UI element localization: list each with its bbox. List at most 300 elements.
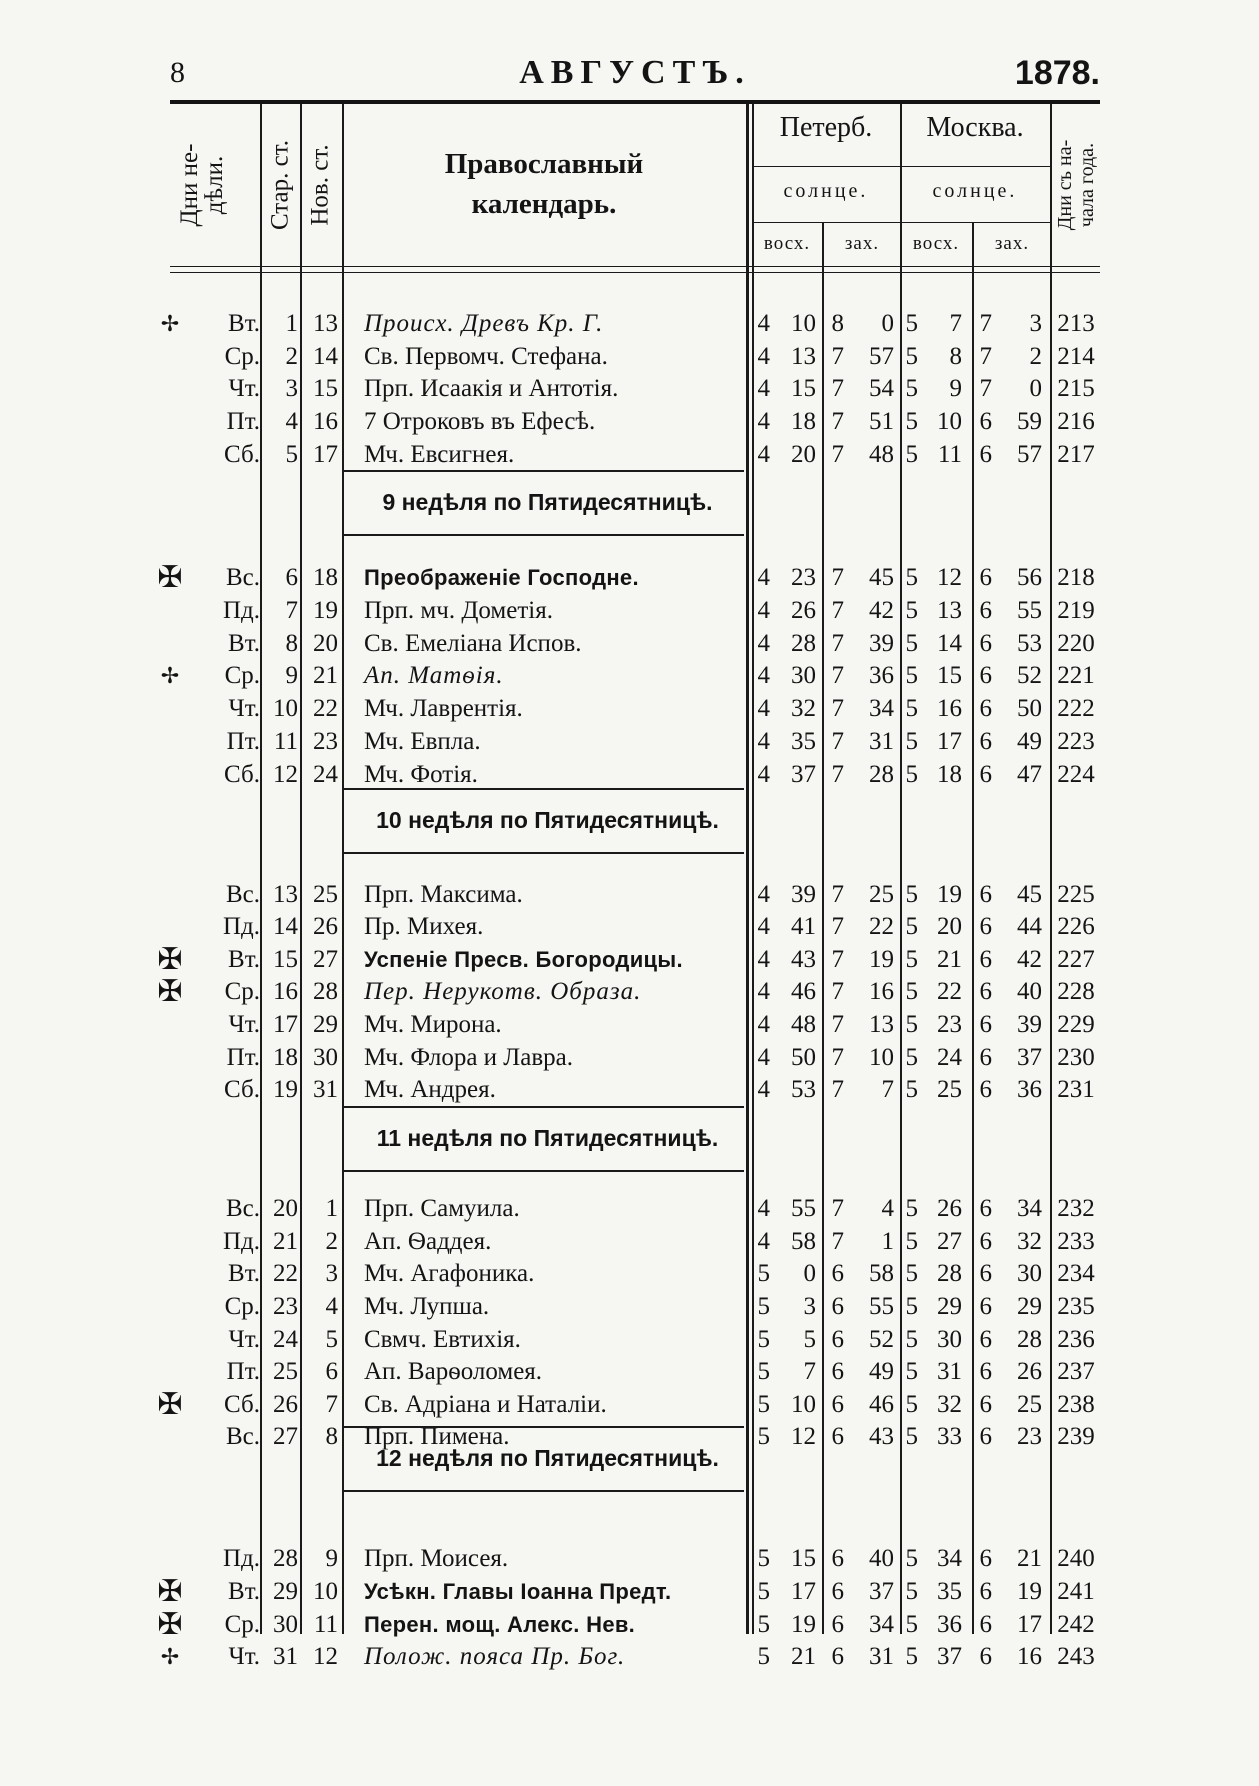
mos-rise-min: 11 [937, 441, 962, 468]
mos-rise-min: 34 [937, 1545, 962, 1572]
pet-rise-min: 15 [791, 1545, 816, 1572]
mos-set-min: 42 [1017, 946, 1042, 973]
day-of-year: 215 [1057, 375, 1095, 402]
mos-set-min: 50 [1017, 695, 1042, 722]
feast-name: Прп. мч. Дометія. [364, 597, 553, 624]
pet-rise-hour: 4 [757, 913, 770, 940]
feast-name: Свмч. Евтихія. [364, 1326, 521, 1353]
day-of-year: 240 [1057, 1545, 1095, 1572]
day-of-week: Чт. [228, 375, 260, 402]
day-of-week: Пт. [226, 408, 260, 435]
week-label: 10 недѣля по Пятидесятницѣ. [376, 807, 719, 833]
old-style-date: 19 [273, 1076, 298, 1103]
new-style-date: 30 [313, 1044, 338, 1071]
pet-rise-hour: 4 [757, 946, 770, 973]
feast-name: Ап. Варѳоломея. [364, 1358, 543, 1385]
pet-rise-min: 7 [803, 1358, 816, 1385]
symbol-icon: ✠ [157, 1388, 183, 1421]
mos-rise-hour: 5 [905, 761, 918, 788]
old-style-date: 26 [273, 1391, 298, 1418]
mos-set-hour: 7 [979, 343, 992, 370]
pet-set-min: 57 [869, 343, 894, 370]
day-of-week: Вс. [225, 564, 260, 591]
feast-name: Преображеніе Господне. [364, 565, 639, 590]
mos-rise-hour: 5 [905, 1076, 918, 1103]
mos-set-min: 44 [1017, 913, 1042, 940]
day-of-year: 228 [1057, 978, 1095, 1005]
mos-set-min: 2 [1029, 343, 1042, 370]
pet-set-hour: 6 [831, 1611, 844, 1638]
old-style-date: 6 [285, 564, 298, 591]
pet-set-hour: 7 [831, 1076, 844, 1103]
mos-rise-hour: 5 [905, 1195, 918, 1222]
mos-rise-min: 24 [937, 1044, 962, 1071]
pet-rise-min: 37 [791, 761, 816, 788]
table-row [0, 438, 1259, 471]
pet-set-hour: 7 [831, 728, 844, 755]
day-of-year: 221 [1057, 662, 1095, 689]
day-of-year: 217 [1057, 441, 1095, 468]
pet-set-hour: 6 [831, 1293, 844, 1320]
mos-set-hour: 6 [979, 1044, 992, 1071]
feast-name: Полож. пояса Пр. Бог. [364, 1643, 626, 1670]
feast-name: Св. Адріана и Наталіи. [364, 1391, 607, 1418]
mos-set-min: 32 [1017, 1228, 1042, 1255]
symbol-icon: ✠ [157, 1575, 183, 1608]
new-style-date: 17 [313, 441, 338, 468]
pet-rise-hour: 5 [757, 1293, 770, 1320]
mos-set-hour: 6 [979, 1423, 992, 1450]
mos-rise-min: 27 [937, 1228, 962, 1255]
pet-set-hour: 8 [831, 310, 844, 337]
header-moscow-rise: восх. [912, 233, 960, 254]
new-style-date: 10 [313, 1578, 338, 1605]
mos-rise-min: 19 [937, 881, 962, 908]
pet-rise-hour: 4 [757, 728, 770, 755]
new-style-date: 31 [313, 1076, 338, 1103]
mos-set-min: 57 [1017, 441, 1042, 468]
old-style-date: 12 [273, 761, 298, 788]
pet-set-hour: 7 [831, 881, 844, 908]
new-style-date: 24 [313, 761, 338, 788]
old-style-date: 8 [285, 630, 298, 657]
pet-set-min: 42 [869, 597, 894, 624]
pet-rise-min: 55 [791, 1195, 816, 1222]
mos-set-hour: 6 [979, 597, 992, 624]
mos-set-hour: 6 [979, 630, 992, 657]
mos-rise-hour: 5 [905, 1423, 918, 1450]
new-style-date: 15 [313, 375, 338, 402]
new-style-date: 21 [313, 662, 338, 689]
day-of-year: 229 [1057, 1011, 1095, 1038]
mos-rise-min: 8 [949, 343, 962, 370]
mos-set-hour: 6 [979, 1293, 992, 1320]
pet-set-min: 28 [869, 761, 894, 788]
old-style-date: 25 [273, 1358, 298, 1385]
table-row [0, 561, 1259, 594]
new-style-date: 12 [313, 1643, 338, 1670]
mos-rise-min: 16 [937, 695, 962, 722]
pet-rise-min: 12 [791, 1423, 816, 1450]
week-label: 9 недѣля по Пятидесятницѣ. [382, 489, 713, 515]
day-of-year: 236 [1057, 1326, 1095, 1353]
table-row [0, 758, 1259, 791]
mos-rise-hour: 5 [905, 1391, 918, 1418]
table-row [0, 1542, 1259, 1575]
pet-set-hour: 6 [831, 1578, 844, 1605]
old-style-date: 22 [273, 1260, 298, 1287]
pet-set-min: 37 [869, 1578, 894, 1605]
header-moscow: Москва. [926, 112, 1024, 143]
day-of-year: 224 [1057, 761, 1095, 788]
day-of-year: 232 [1057, 1195, 1095, 1222]
mos-rise-hour: 5 [905, 662, 918, 689]
table-row [0, 1323, 1259, 1356]
day-of-week: Вт. [228, 630, 260, 657]
mos-set-hour: 6 [979, 662, 992, 689]
pet-rise-min: 3 [803, 1293, 816, 1320]
pet-rise-min: 13 [791, 343, 816, 370]
pet-rise-hour: 4 [757, 881, 770, 908]
pet-rise-min: 19 [791, 1611, 816, 1638]
mos-set-min: 39 [1017, 1011, 1042, 1038]
pet-rise-hour: 4 [757, 695, 770, 722]
old-style-date: 10 [273, 695, 298, 722]
pet-rise-min: 15 [791, 375, 816, 402]
mos-set-hour: 6 [979, 1611, 992, 1638]
day-of-year: 234 [1057, 1260, 1095, 1287]
mos-rise-hour: 5 [905, 1326, 918, 1353]
old-style-date: 4 [285, 408, 298, 435]
week-rule-top [344, 1426, 744, 1428]
pet-set-hour: 7 [831, 343, 844, 370]
mos-rise-hour: 5 [905, 441, 918, 468]
header-calendar: Православный календарь. [444, 148, 644, 220]
mos-rise-hour: 5 [905, 946, 918, 973]
mos-rise-hour: 5 [905, 564, 918, 591]
day-of-week: Вс. [225, 881, 260, 908]
mos-set-min: 21 [1017, 1545, 1042, 1572]
day-of-week: Сб. [224, 1076, 260, 1103]
day-of-year: 223 [1057, 728, 1095, 755]
mos-set-hour: 6 [979, 1011, 992, 1038]
pet-rise-min: 48 [791, 1011, 816, 1038]
pet-rise-hour: 5 [757, 1643, 770, 1670]
mos-set-hour: 6 [979, 913, 992, 940]
mos-rise-hour: 5 [905, 597, 918, 624]
pet-set-min: 48 [869, 441, 894, 468]
feast-name: Прп. Исаакія и Антотія. [364, 375, 619, 402]
week-rule-bottom [344, 852, 744, 854]
mos-set-min: 23 [1017, 1423, 1042, 1450]
day-of-week: Ср. [224, 978, 260, 1005]
mos-set-min: 3 [1029, 310, 1042, 337]
mos-rise-min: 14 [937, 630, 962, 657]
day-of-week: Пд. [222, 597, 260, 624]
week-rule-top [344, 470, 744, 472]
table-row [0, 659, 1259, 692]
day-of-week: Ср. [224, 343, 260, 370]
symbol-icon: ✢ [160, 663, 180, 688]
week-rule-top [344, 1106, 744, 1108]
mos-set-min: 26 [1017, 1358, 1042, 1385]
pet-rise-hour: 5 [757, 1358, 770, 1385]
day-of-week: Вт. [228, 1578, 260, 1605]
day-of-year: 238 [1057, 1391, 1095, 1418]
old-style-date: 11 [273, 728, 298, 755]
mos-set-min: 34 [1017, 1195, 1042, 1222]
pet-rise-hour: 5 [757, 1260, 770, 1287]
day-of-week: Чт. [228, 1643, 260, 1670]
header-days-of-week [172, 104, 232, 266]
pet-rise-hour: 4 [757, 1011, 770, 1038]
table-row [0, 1041, 1259, 1074]
mos-rise-min: 12 [937, 564, 962, 591]
new-style-date: 4 [325, 1293, 338, 1320]
mos-rise-min: 22 [937, 978, 962, 1005]
day-of-week: Пт. [226, 728, 260, 755]
day-of-week: Ср. [224, 1611, 260, 1638]
pet-rise-min: 21 [791, 1643, 816, 1670]
table-row [0, 405, 1259, 438]
header-petersburg: Петерб. [779, 112, 873, 143]
running-head [170, 48, 1100, 96]
mos-rise-hour: 5 [905, 1011, 918, 1038]
pet-set-hour: 7 [831, 1228, 844, 1255]
new-style-date: 20 [313, 630, 338, 657]
pet-rise-hour: 4 [757, 408, 770, 435]
old-style-date: 1 [285, 310, 298, 337]
table-row [0, 975, 1259, 1008]
new-style-date: 1 [325, 1195, 338, 1222]
table-row [0, 692, 1259, 725]
day-of-week: Сб. [224, 441, 260, 468]
pet-set-min: 13 [869, 1011, 894, 1038]
new-style-date: 18 [313, 564, 338, 591]
pet-set-hour: 7 [831, 408, 844, 435]
mos-set-min: 28 [1017, 1326, 1042, 1353]
feast-name: Мч. Мирона. [364, 1011, 502, 1038]
pet-set-min: 45 [869, 564, 894, 591]
pet-rise-hour: 4 [757, 761, 770, 788]
mos-rise-hour: 5 [905, 1228, 918, 1255]
pet-rise-hour: 4 [757, 343, 770, 370]
mos-rise-min: 21 [937, 946, 962, 973]
mos-rise-min: 25 [937, 1076, 962, 1103]
pet-rise-hour: 4 [757, 1228, 770, 1255]
header-moscow-set: зах. [994, 233, 1030, 254]
mos-rise-hour: 5 [905, 310, 918, 337]
mos-rise-min: 37 [937, 1643, 962, 1670]
pet-rise-hour: 4 [757, 310, 770, 337]
header-days-since-new-year-text: Дни съ на- чала года. [1054, 139, 1098, 231]
feast-name: Мч. Андрея. [364, 1076, 496, 1103]
pet-rise-min: 5 [803, 1326, 816, 1353]
day-of-year: 243 [1057, 1643, 1095, 1670]
week-rule-bottom [344, 1170, 744, 1172]
mos-rise-hour: 5 [905, 1293, 918, 1320]
year: 1878. [1014, 54, 1100, 92]
pet-set-hour: 6 [831, 1545, 844, 1572]
page-number: 8 [170, 56, 185, 89]
old-style-date: 2 [285, 343, 298, 370]
old-style-date: 21 [273, 1228, 298, 1255]
pet-rise-hour: 5 [757, 1423, 770, 1450]
mos-rise-hour: 5 [905, 375, 918, 402]
header-new-style [300, 104, 340, 266]
pet-rise-hour: 4 [757, 1195, 770, 1222]
new-style-date: 26 [313, 913, 338, 940]
mos-rise-hour: 5 [905, 1643, 918, 1670]
day-of-year: 227 [1057, 946, 1095, 973]
table-row [0, 1257, 1259, 1290]
pet-set-min: 54 [869, 375, 894, 402]
feast-name: Успеніе Пресв. Богородицы. [364, 947, 683, 972]
pet-rise-min: 28 [791, 630, 816, 657]
mos-rise-hour: 5 [905, 1578, 918, 1605]
week-rule-bottom [344, 1490, 744, 1492]
pet-set-hour: 7 [831, 695, 844, 722]
old-style-date: 29 [273, 1578, 298, 1605]
mos-rise-min: 30 [937, 1326, 962, 1353]
new-style-date: 2 [325, 1228, 338, 1255]
pet-rise-hour: 4 [757, 978, 770, 1005]
old-style-date: 17 [273, 1011, 298, 1038]
day-of-year: 235 [1057, 1293, 1095, 1320]
old-style-date: 31 [273, 1643, 298, 1670]
table-row [0, 340, 1259, 373]
pet-rise-hour: 4 [757, 1076, 770, 1103]
day-of-year: 230 [1057, 1044, 1095, 1071]
feast-name: Прп. Моисея. [364, 1545, 509, 1572]
feast-name: Мч. Евсигнея. [364, 441, 515, 468]
mos-set-hour: 6 [979, 1326, 992, 1353]
pet-set-min: 25 [869, 881, 894, 908]
pet-rise-min: 39 [791, 881, 816, 908]
pet-set-min: 43 [869, 1423, 894, 1450]
header-bottom-rule-2 [170, 272, 1100, 273]
pet-rise-hour: 4 [757, 564, 770, 591]
day-of-week: Ср. [224, 662, 260, 689]
mos-set-hour: 6 [979, 761, 992, 788]
pet-set-min: 31 [869, 1643, 894, 1670]
day-of-year: 216 [1057, 408, 1095, 435]
mos-set-hour: 6 [979, 728, 992, 755]
pet-rise-hour: 5 [757, 1391, 770, 1418]
symbol-icon: ✢ [160, 1644, 180, 1669]
pet-rise-min: 46 [791, 978, 816, 1005]
mos-rise-hour: 5 [905, 1611, 918, 1638]
mos-rise-hour: 5 [905, 1358, 918, 1385]
mos-rise-hour: 5 [905, 695, 918, 722]
day-of-week: Чт. [228, 695, 260, 722]
mos-rise-hour: 5 [905, 913, 918, 940]
mos-set-min: 0 [1029, 375, 1042, 402]
mos-rise-min: 18 [937, 761, 962, 788]
pet-set-hour: 6 [831, 1326, 844, 1353]
mos-set-hour: 6 [979, 408, 992, 435]
pet-rise-min: 18 [791, 408, 816, 435]
symbol-icon: ✢ [160, 311, 180, 336]
table-row [0, 627, 1259, 660]
day-of-year: 231 [1057, 1076, 1095, 1103]
mos-rise-min: 17 [937, 728, 962, 755]
table-row [0, 1290, 1259, 1323]
pet-set-min: 4 [881, 1195, 894, 1222]
week-label: 12 недѣля по Пятидесятницѣ. [376, 1445, 719, 1471]
header-days-since-new-year [1050, 104, 1102, 266]
day-of-year: 239 [1057, 1423, 1095, 1450]
week-label: 11 недѣля по Пятидесятницѣ. [376, 1125, 719, 1151]
pet-set-min: 31 [869, 728, 894, 755]
mos-rise-min: 23 [937, 1011, 962, 1038]
new-style-date: 29 [313, 1011, 338, 1038]
mos-rise-hour: 5 [905, 978, 918, 1005]
feast-name: Происх. Древъ Кр. Г. [364, 310, 604, 337]
pet-rise-hour: 4 [757, 441, 770, 468]
day-of-year: 218 [1057, 564, 1095, 591]
pet-rise-min: 23 [791, 564, 816, 591]
mos-set-min: 59 [1017, 408, 1042, 435]
day-of-year: 226 [1057, 913, 1095, 940]
day-of-week: Пд. [222, 913, 260, 940]
mos-set-hour: 6 [979, 881, 992, 908]
pet-set-hour: 7 [831, 1195, 844, 1222]
mos-rise-min: 32 [937, 1391, 962, 1418]
feast-name: Св. Емеліана Испов. [364, 630, 582, 657]
feast-name: Прп. Максима. [364, 881, 523, 908]
mos-rise-hour: 5 [905, 728, 918, 755]
mos-set-hour: 6 [979, 1195, 992, 1222]
old-style-date: 15 [273, 946, 298, 973]
table-row [0, 1575, 1259, 1608]
mos-rise-min: 29 [937, 1293, 962, 1320]
mos-rise-min: 28 [937, 1260, 962, 1287]
new-style-date: 11 [313, 1611, 338, 1638]
day-of-week: Чт. [228, 1011, 260, 1038]
new-style-date: 19 [313, 597, 338, 624]
feast-name: 7 Отроковъ въ Ефесѣ. [364, 408, 596, 435]
pet-set-min: 10 [869, 1044, 894, 1071]
table-row [0, 910, 1259, 943]
week-rule-bottom [344, 534, 744, 536]
pet-set-min: 34 [869, 695, 894, 722]
day-of-week: Пд. [222, 1545, 260, 1572]
mos-set-min: 30 [1017, 1260, 1042, 1287]
mos-set-hour: 6 [979, 1391, 992, 1418]
pet-set-hour: 7 [831, 761, 844, 788]
old-style-date: 18 [273, 1044, 298, 1071]
pet-rise-hour: 4 [757, 375, 770, 402]
mos-set-min: 17 [1017, 1611, 1042, 1638]
feast-name: Мч. Агафоника. [364, 1260, 535, 1287]
pet-set-min: 58 [869, 1260, 894, 1287]
feast-name: Усѣкн. Главы Іоанна Предт. [364, 1579, 672, 1604]
old-style-date: 28 [273, 1545, 298, 1572]
pet-set-hour: 7 [831, 662, 844, 689]
day-of-year: 233 [1057, 1228, 1095, 1255]
table-row [0, 1640, 1259, 1673]
pet-set-hour: 7 [831, 946, 844, 973]
mos-set-hour: 6 [979, 1228, 992, 1255]
pet-rise-min: 41 [791, 913, 816, 940]
pet-set-hour: 7 [831, 913, 844, 940]
table-row [0, 1008, 1259, 1041]
pet-set-hour: 6 [831, 1391, 844, 1418]
symbol-icon: ✠ [157, 1608, 183, 1641]
header-old-style-text: Стар. ст. [266, 139, 294, 231]
feast-name: Прп. Пимена. [364, 1423, 510, 1450]
